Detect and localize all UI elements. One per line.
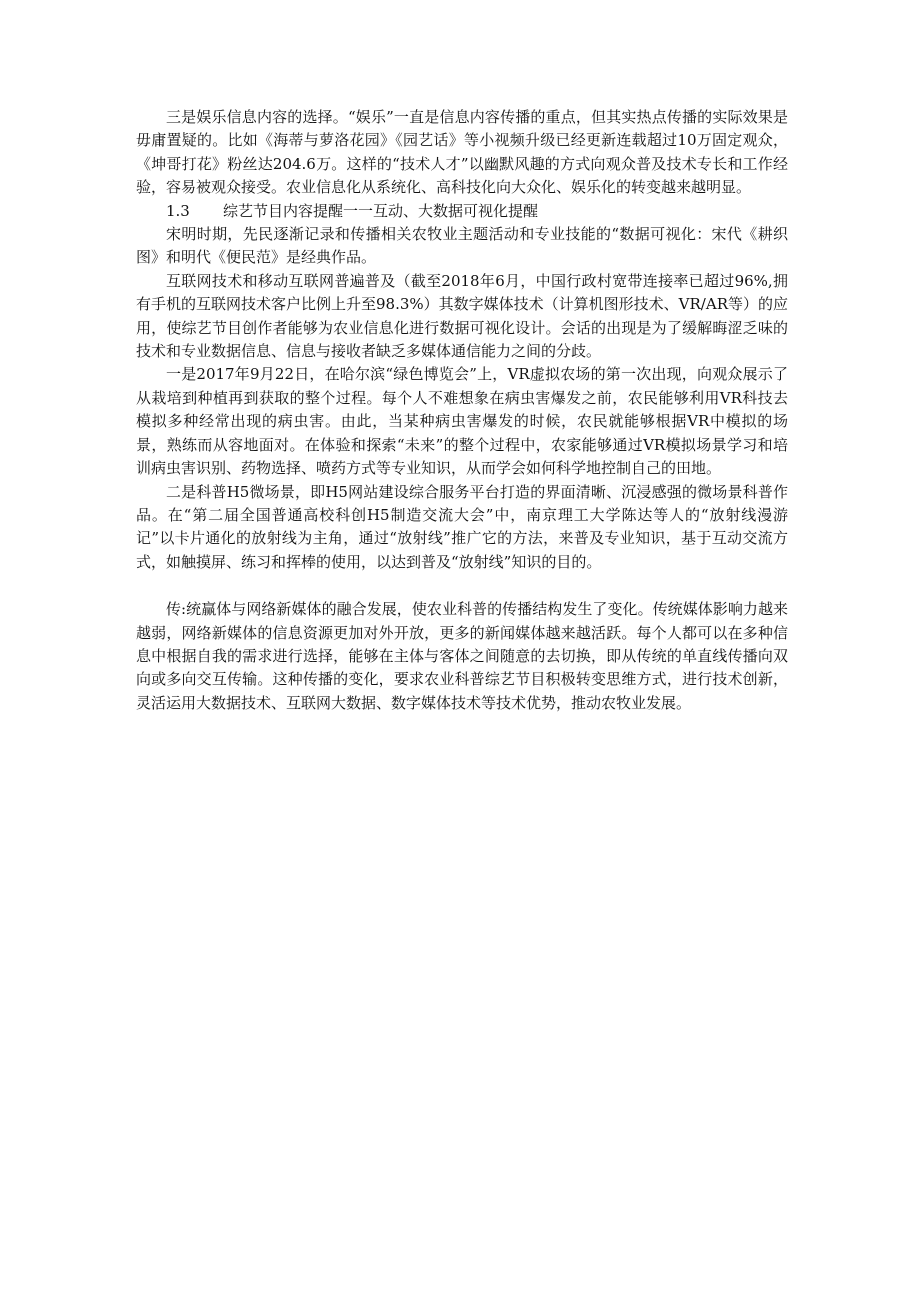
paragraph-internet: 互联网技术和移动互联网普遍普及（截至2018年6月，中国行政村宽带连接率已超过96%,拥有手机的互联网技术客户比例上升至98.3%）其数字媒体技术（计算机图形技术、VR/AR等）的应用，使综艺节目创作者能够为农业信息化进行数据可视化设计。会话的出现是为了缓解晦涩乏味的技术和专业数据信息、信息与接收者缺乏多媒体通信能力之间的分歧。 <box>136 271 788 361</box>
section-heading <box>136 200 788 223</box>
paragraph-entertainment: 三是娱乐信息内容的选择。“娱乐”一直是信息内容传播的重点，但其实热点传播的实际效果是毋庸置疑的。比如《海蒂与萝洛花园》《园艺话》等小视频升级已经更新连载超过10万固定观众，《坤哥打花》粉丝达204.6万。这样的“技术人才”以幽默风趣的方式向观众普及技术专长和工作经验，容易被观众接受。农业信息化从系统化、高科技化向大众化、娱乐化的转变越来越明显。 <box>136 108 788 197</box>
paragraph-vr-farm: 一是2017年9月22日，在哈尔滨“绿色博览会”上，VR虚拟农场的第一次出现，向观众展示了从栽培到种植再到获取的整个过程。每个人不难想象在病虫害爆发之前，农民能够利用VR科技去模拟多种经常出现的病虫害。由此，当某种病虫害爆发的时候，农民就能够根据VR中模拟的场景，熟练而从容地面对。在体验和探索“未来”的整个过程中，农家能够通过VR模拟场景学习和培训病虫害识别、药物选择、喷药方式等专业知识，从而学会如何科学地控制自己的田地。 <box>136 365 788 478</box>
section-title: 综艺节目内容提醒一一互动、大数据可视化提醒 <box>223 201 539 220</box>
article-body <box>136 106 788 715</box>
paragraph-h5-scene: 二是科普H5微场景，即H5网站建设综合服务平台打造的界面清晰、沉浸感强的微场景科普作品。在“第二届全国普通高校科创H5制造交流大会”中，南京理工大学陈达等人的“放射线漫游记”以卡片通化的放射线为主角，通过“放射线”推广它的方法，来普及专业知识，基于互动交流方式，如触摸屏、练习和挥棒的使用，以达到普及“放射线”知识的目的。 <box>136 482 788 571</box>
paragraph-closing: 传:统赢体与网络新媒体的融合发展，使农业科普的传播结构发生了变化。传统媒体影响力越来越弱，网络新媒体的信息资源更加对外开放，更多的新闻媒体越来越活跃。每个人都可以在多种信息中根据自我的需求进行选择，能够在主体与客体之间随意的去切换，即从传统的单直线传播向双向或多向交互传输。这种传播的变化，要求农业科普综艺节目积极转变思维方式，进行技术创新，灵活运用大数据技术、互联网大数据、数字媒体技术等技术优势，推动农牧业发展。 <box>136 600 788 712</box>
paragraph-song-ming: 宋明时期，先民逐渐记录和传播相关农牧业主题活动和专业技能的“数据可视化：宋代《耕织图》和明代《便民范》是经典作品。 <box>136 225 788 267</box>
section-number: 1.3 <box>166 201 190 220</box>
